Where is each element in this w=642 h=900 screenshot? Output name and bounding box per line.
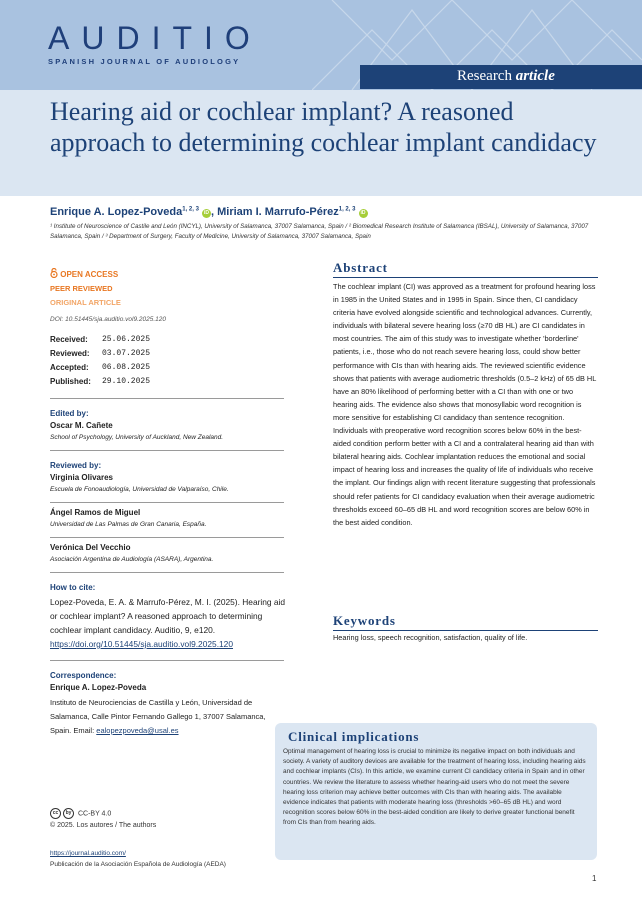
date-label: Accepted: [50, 363, 89, 372]
editor-name: Oscar M. Cañete [50, 421, 113, 430]
reviewer-institution: Escuela de Fonoaudiología, Universidad de Valparaíso, Chile. [50, 486, 229, 493]
date-value: 06.08.2025 [102, 363, 151, 372]
original-article-label: ORIGINAL ARTICLE [50, 298, 121, 307]
date-row-reviewed [50, 347, 288, 361]
affiliations: ¹ Institute of Neuroscience of Castile and León (INCYL), University of Salamanca, 37007 Salamanca, Spain / ² Biomedical Research Institute of Salamanca (IBSAL), University of Salamanca, 37007 Salamanca, Spain / ³ Department of Surgery, Faculty of Medicine, University of Salamanca, 37007 Salamanca, Spain [50, 223, 589, 240]
date-value: 03.07.2025 [102, 349, 151, 358]
article-info-sidebar [50, 268, 288, 738]
author-affil-sup: 1, 2, 3 [338, 206, 356, 213]
license-label: CC-BY 4.0 [77, 810, 112, 818]
author-name: Enrique A. Lopez-Poveda [50, 206, 183, 218]
open-lock-icon [50, 268, 58, 278]
journal-logo: AUDITIO [48, 20, 262, 56]
reviewer-name: Verónica Del Vecchio [50, 543, 131, 552]
publication-dates [50, 333, 288, 389]
article-type-prefix: Research [457, 68, 516, 84]
divider [50, 572, 284, 573]
clinical-implications-text: Optimal management of hearing loss is crucial to minimize its negative impact on both individuals and society. A variety of auditory devices are available for the treatment of hearing loss, including hearing aids and cochlear implants (CIs). In this article, we examine current CI candidacy criteria in Spain and in other countries. We review the literature to assess whether hearing-aid users who do not meet the severe hearing loss criterion may achieve better outcomes with CIs than with hearing aids. The available evidence indicates that patients with moderate hearing loss (thresholds >60–65 dB HL) and word recognition scores below 60% in the best-aided condition are likely to derive greater functional benefit from CIs than from hearing aids. [283, 748, 586, 827]
date-row-received [50, 333, 288, 347]
reviewer-name: Ángel Ramos de Miguel [50, 508, 141, 517]
date-row-accepted [50, 361, 288, 375]
divider [50, 450, 284, 451]
date-label: Published: [50, 377, 91, 386]
divider [50, 398, 284, 399]
citation-doi-link[interactable]: https://doi.org/10.51445/sja.auditio.vol9.2025.120 [50, 639, 233, 649]
article-type-banner [360, 65, 642, 89]
date-label: Reviewed: [50, 349, 90, 358]
date-row-published [50, 375, 288, 389]
author-name: Miriam I. Marrufo-Pérez [217, 206, 339, 218]
open-access-badge [50, 268, 288, 279]
reviewer-institution: Universidad de Las Palmas de Gran Canaria, España. [50, 521, 207, 528]
correspondence-address [50, 696, 288, 738]
orcid-icon[interactable]: iD [203, 210, 209, 216]
citation [50, 595, 288, 651]
article-title: Hearing aid or cochlear implant? A reasoned approach to determining cochlear implant candidacy [50, 97, 597, 157]
date-label: Received: [50, 335, 88, 344]
abstract-heading: Abstract [333, 260, 598, 278]
journal-subtitle: SPANISH JOURNAL OF AUDIOLOGY [48, 57, 241, 66]
license-line [50, 808, 288, 819]
how-to-cite-heading: How to cite: [50, 583, 96, 592]
date-value: 25.06.2025 [102, 335, 151, 344]
correspondence-heading: Correspondence: [50, 671, 117, 680]
abstract-text: The cochlear implant (CI) was approved as a treatment for profound hearing loss in 1985 in the United States and in 1995 in Spain. Since then, CI candidacy criteria have evolved alongside scientific and technological advances. Currently, individuals with bilateral severe hearing loss (≥70 dB HL) are CI candidates in most countries. The aim of this study was to investigate whether 'borderline' patients, i.e., those who do not reach severe hearing loss, could show better performance with CIs than with hearing aids. The reviewed scientific evidence shows that patients with average audiometric thresholds (0.5–2 kHz) of 65 dB HL have an 80% likelihood of performing better with a CI than with one or two hearing aids. The evidence also shows that monosyllabic word recognition is more sensitive for establishing CI candidacy than sentence recognition. Individuals with preoperative word recognition scores below 60% in the best-aided condition perform better with a CI and a contralateral hearing aid than with bilateral hearing aids. Cochlear implantation reduces the emotional and social impact of hearing loss and increases the quality of life of individuals who receive the implant. Our findings align with recent literature suggesting that professionals should refer patients for CI candidacy evaluation when their average audiometric thresholds exceed 60–65 dB HL and word recognition scores are below 60% in the best aided condition. [333, 282, 597, 527]
publisher-text: Publicación de la Asociación Española de Audiología (AEDA) [50, 861, 226, 868]
by-icon: by [63, 808, 74, 819]
divider [50, 660, 284, 661]
reviewed-by-heading: Reviewed by: [50, 461, 102, 470]
correspondence-address-text: Instituto de Neurociencias de Castilla y León, Universidad de Salamanca, Calle Pintor Fernando Gallego 1, 37007 Salamanca, Spain. Email: [50, 698, 266, 735]
reviewer-institution: Asociación Argentina de Audiología (ASARA), Argentina. [50, 556, 214, 563]
divider [50, 537, 284, 538]
license-block [50, 808, 288, 829]
orcid-icon[interactable]: iD [360, 210, 366, 216]
page-number: 1 [592, 874, 597, 883]
date-value: 29.10.2025 [102, 377, 151, 386]
citation-text: Lopez-Poveda, E. A. & Marrufo-Pérez, M. I. (2025). Hearing aid or cochlear implant? A reasoned approach to determining cochlear implant candidacy. Auditio, 9, e120. [50, 597, 286, 635]
peer-reviewed-label: PEER REVIEWED [50, 284, 113, 293]
reviewer-name: Virginia Olivares [50, 473, 113, 482]
edited-by-heading: Edited by: [50, 409, 89, 418]
author-separator: , [210, 206, 218, 218]
clinical-implications-box [275, 723, 597, 860]
divider [50, 502, 284, 503]
correspondence-name: Enrique A. Lopez-Poveda [50, 683, 147, 692]
open-access-label: OPEN ACCESS [60, 270, 119, 279]
clinical-implications-heading: Clinical implications [288, 729, 420, 744]
keywords-text: Hearing loss, speech recognition, satisfaction, quality of life. [333, 633, 528, 642]
author-affil-sup: 1, 2, 3 [182, 206, 199, 213]
journal-url-link[interactable]: https://journal.auditio.com/ [50, 850, 126, 857]
journal-header [0, 0, 642, 90]
cc-icon: cc [50, 808, 61, 819]
editor-institution: School of Psychology, University of Auckland, New Zealand. [50, 434, 224, 441]
doi-text: DOI: 10.51445/sja.auditio.vol9.2025.120 [50, 316, 167, 323]
correspondence-email-link[interactable]: ealopezpoveda@usal.es [96, 726, 179, 735]
author-list [50, 206, 368, 218]
keywords-heading: Keywords [333, 613, 598, 631]
footer [50, 848, 226, 870]
copyright-text: © 2025. Los autores / The authors [50, 822, 157, 829]
article-type-emphasis: article [515, 68, 555, 84]
